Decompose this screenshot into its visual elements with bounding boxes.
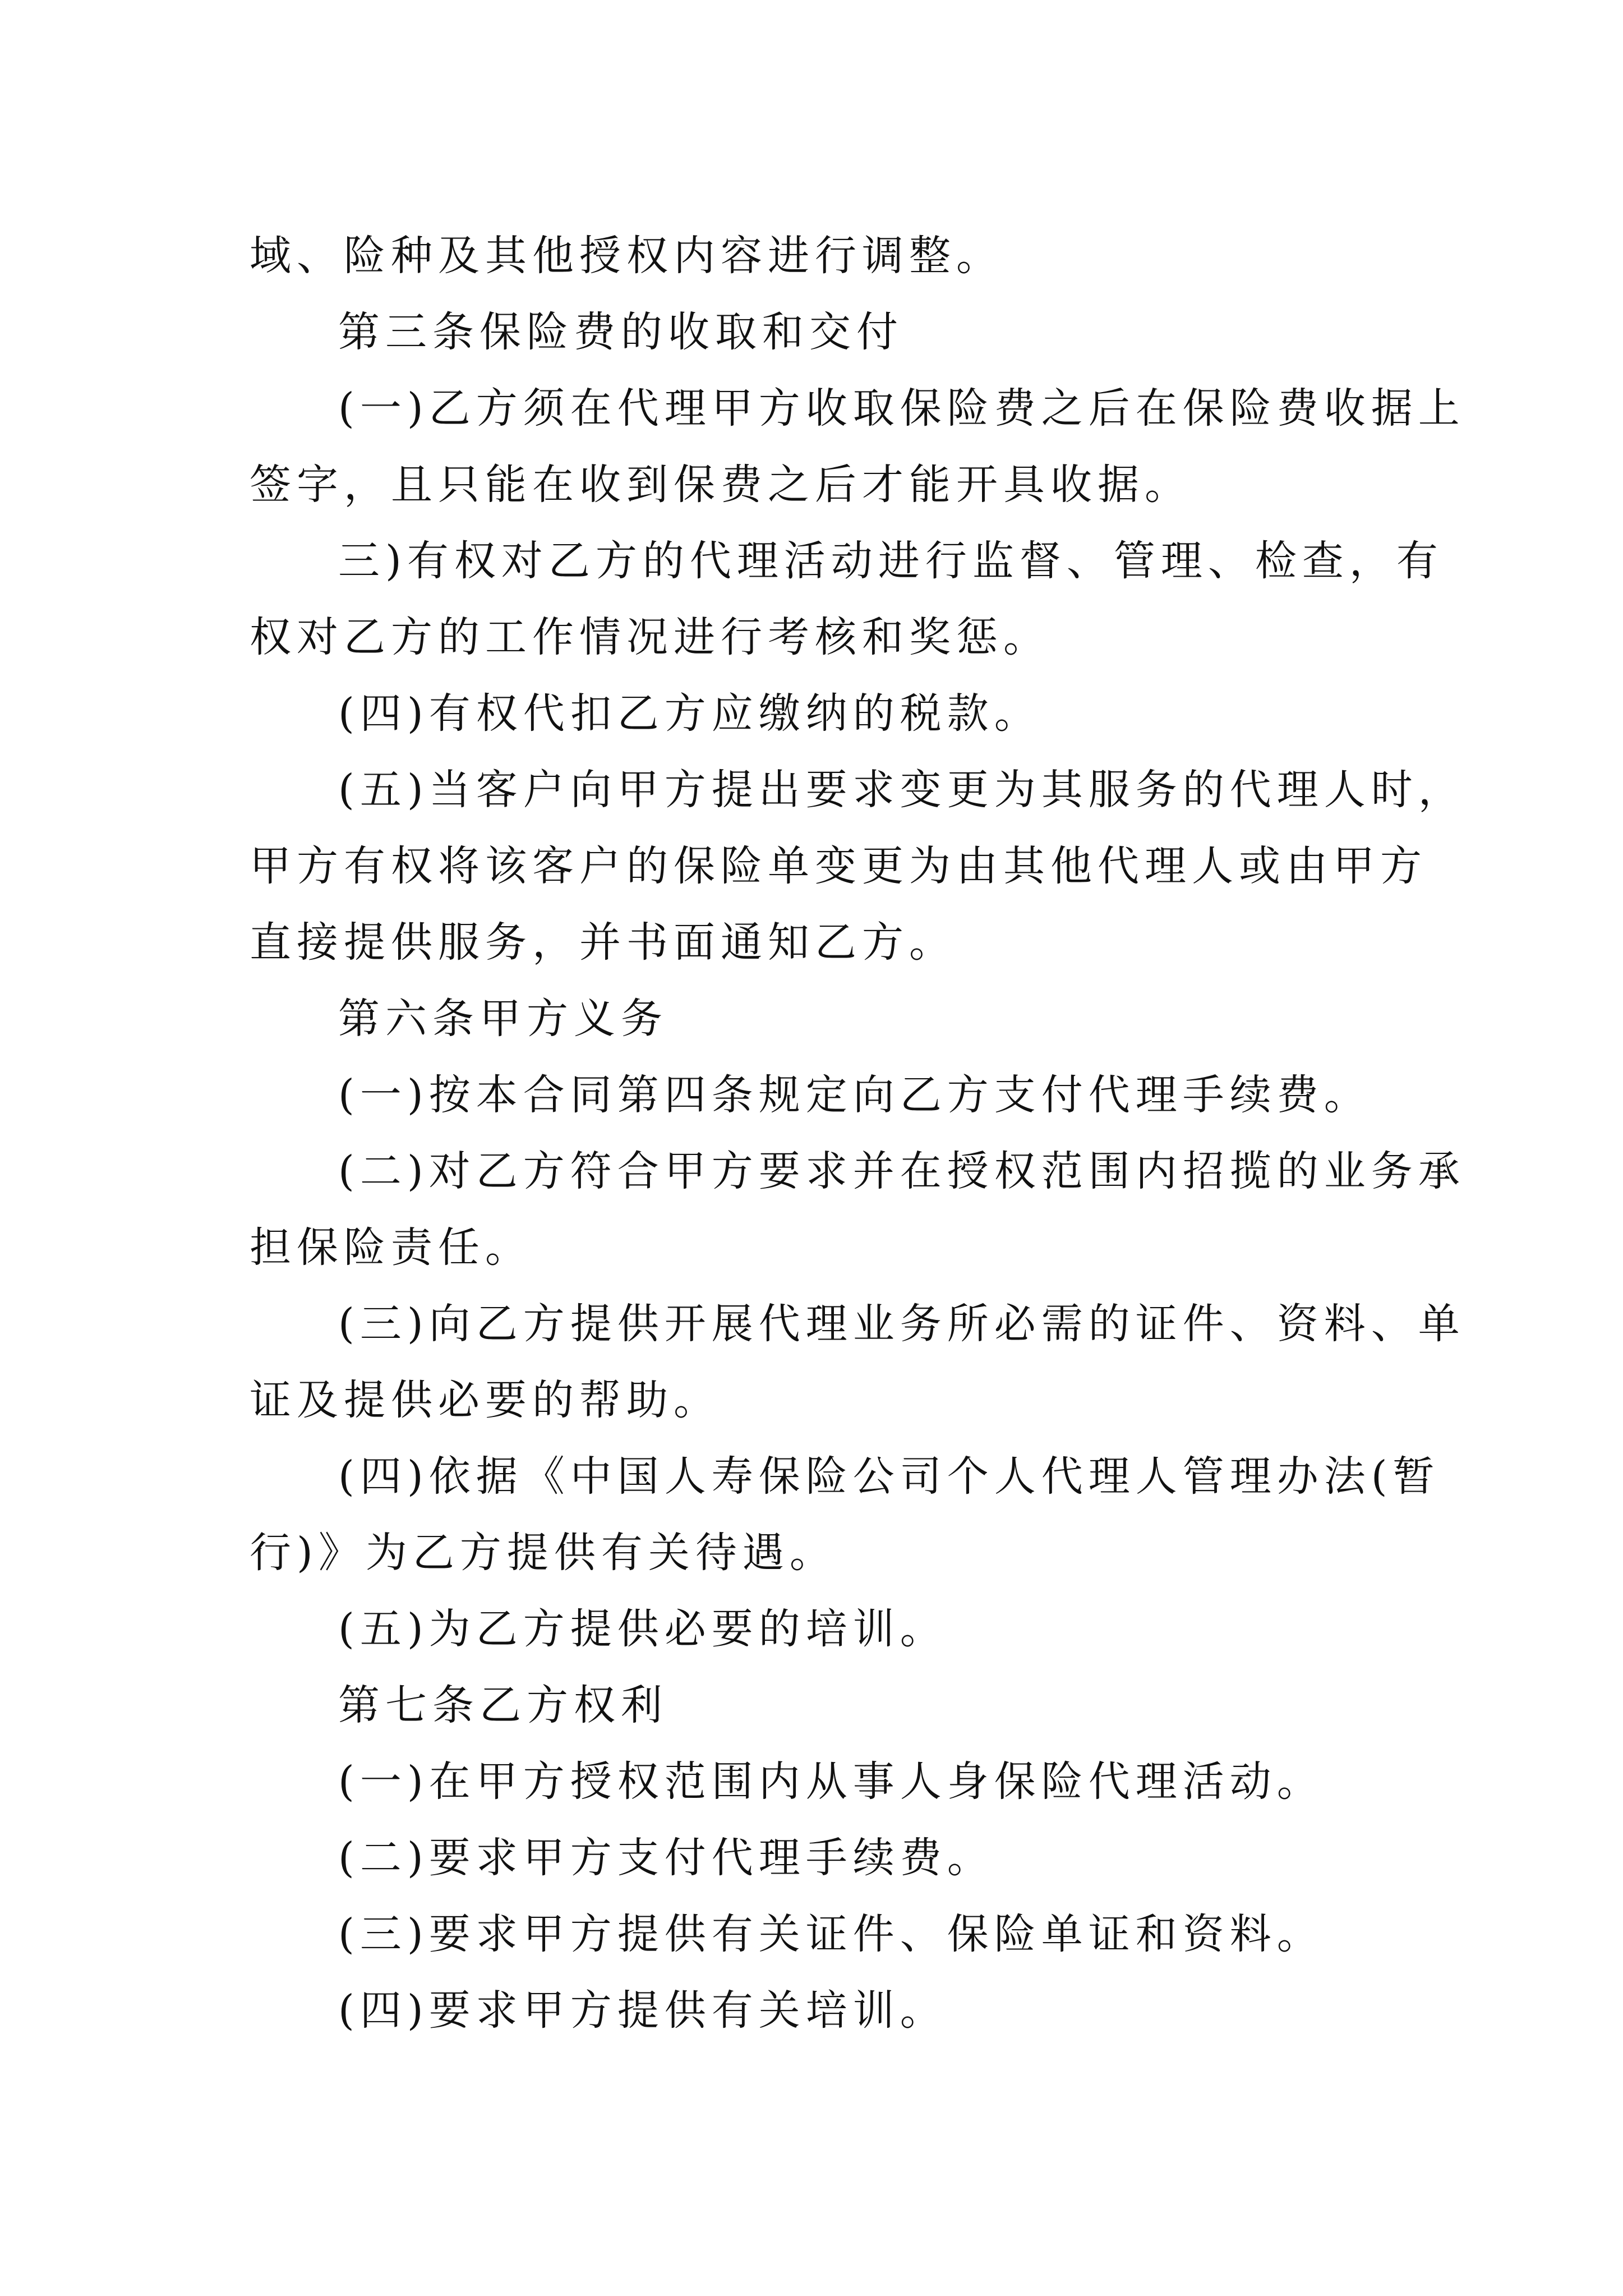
- text-line: 权对乙方的工作情况进行考核和奖惩。: [250, 613, 1050, 661]
- text-line: (五)当客户向甲方提出要求变更为其服务的代理人时，: [338, 766, 1465, 814]
- text-line: (四)要求甲方提供有关培训。: [338, 1986, 947, 2035]
- text-line: 直接提供服务，并书面通知乙方。: [250, 918, 956, 967]
- section-heading: 第三条保险费的收取和交付: [338, 308, 903, 356]
- section-heading: 第七条乙方权利: [338, 1681, 668, 1729]
- text-line: 甲方有权将该客户的保险单变更为由其他代理人或由甲方: [250, 842, 1427, 890]
- section-heading: 第六条甲方义务: [338, 995, 668, 1043]
- text-line: (一)在甲方授权范围内从事人身保险代理活动。: [338, 1757, 1324, 1806]
- text-line: (四)依据《中国人寿保险公司个人代理人管理办法(暂: [338, 1452, 1440, 1501]
- text-line: (五)为乙方提供必要的培训。: [338, 1605, 947, 1653]
- text-line: 行)》为乙方提供有关待遇。: [250, 1529, 837, 1577]
- text-line: (一)乙方须在代理甲方收取保险费之后在保险费收据上: [338, 384, 1465, 432]
- text-line: 签字，且只能在收到保费之后才能开具收据。: [250, 461, 1192, 509]
- text-line: (四)有权代扣乙方应缴纳的税款。: [338, 689, 1041, 738]
- text-line: (二)要求甲方支付代理手续费。: [338, 1834, 994, 1882]
- text-line: (一)按本合同第四条规定向乙方支付代理手续费。: [338, 1071, 1371, 1119]
- document-body: [250, 218, 1465, 2049]
- text-line: 担保险责任。: [250, 1223, 532, 1272]
- text-line: 域、险种及其他授权内容进行调整。: [250, 232, 1003, 280]
- text-line: 证及提供必要的帮助。: [250, 1376, 721, 1424]
- text-line: 三)有权对乙方的代理活动进行监督、管理、检查，有: [338, 537, 1444, 585]
- text-line: (三)要求甲方提供有关证件、保险单证和资料。: [338, 1910, 1324, 1958]
- text-line: (三)向乙方提供开展代理业务所必需的证件、资料、单: [338, 1300, 1465, 1348]
- text-line: (二)对乙方符合甲方要求并在授权范围内招揽的业务承: [338, 1147, 1465, 1195]
